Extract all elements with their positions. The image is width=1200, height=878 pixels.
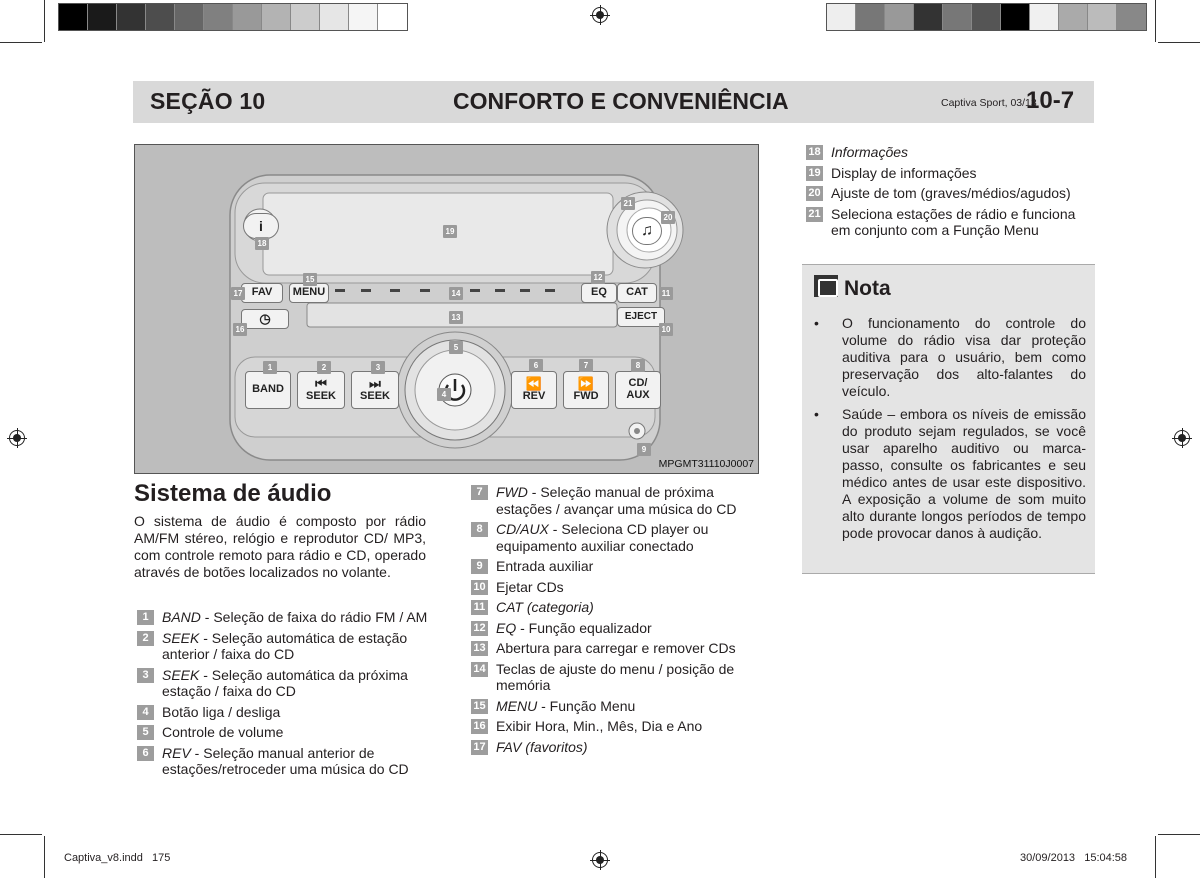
color-calibration-bar-right <box>826 3 1147 31</box>
note-bullet-text: embora os níveis de emissão do produto sejam regulados, se você usar aparelho auditivo ou marca-passo, consulte os fabricantes e seu médico antes de usar este dispositivo. A exposição a volume de som muito alto durante longos períodos de tempo pode provocar danos à audição. <box>842 406 1086 541</box>
color-swatch <box>1088 4 1117 30</box>
legend-item <box>134 630 434 663</box>
section-label: SEÇÃO 10 <box>150 88 266 114</box>
legend-number-badge: 2 <box>137 631 154 646</box>
legend-description: - Seleção de faixa do rádio FM / AM <box>200 609 428 625</box>
color-swatch <box>378 4 407 30</box>
callout-badge: 6 <box>529 359 543 372</box>
note-bullet-text: O funcionamento do controle do volume do rádio visa dar proteção auditiva para o usuário, bem como preservação dos alto-falantes do veículo. <box>842 315 1086 399</box>
legend-number-badge: 14 <box>471 662 488 677</box>
note-box <box>802 264 1095 574</box>
legend-item <box>134 609 434 626</box>
cd-aux-button: CD/ AUX <box>615 371 661 409</box>
callout-badge: 19 <box>443 225 457 238</box>
color-swatch <box>291 4 320 30</box>
callout-badge: 9 <box>637 443 651 456</box>
legend-term: CAT (categoria) <box>496 599 594 615</box>
fav-button: FAV <box>241 283 283 303</box>
legend-item <box>468 661 768 694</box>
legend-number-badge: 17 <box>471 740 488 755</box>
color-swatch <box>88 4 117 30</box>
rev-label: REV <box>522 390 546 403</box>
color-swatch <box>827 4 856 30</box>
registration-mark-icon <box>1172 428 1192 448</box>
color-swatch <box>914 4 943 30</box>
legend-number-badge: 11 <box>471 600 488 615</box>
legend-number-badge: 10 <box>471 580 488 595</box>
legend-description: - Seleciona CD player ou equipamento auxiliar conectado <box>496 521 709 554</box>
legend-number-badge: 13 <box>471 641 488 656</box>
note-bullets <box>814 315 1086 548</box>
seek-back-label: SEEK <box>306 390 336 403</box>
color-swatch <box>885 4 914 30</box>
color-swatch <box>204 4 233 30</box>
callout-badge: 21 <box>621 197 635 210</box>
callout-badge: 8 <box>631 359 645 372</box>
fwd-label: FWD <box>573 390 599 403</box>
callout-badge: 12 <box>591 271 605 284</box>
eject-button: EJECT <box>617 307 665 327</box>
legend-description: Botão liga / desliga <box>162 703 281 720</box>
legend-item <box>468 739 768 756</box>
legend-item <box>134 704 434 721</box>
color-swatch <box>1117 4 1146 30</box>
info-button: i <box>243 213 279 239</box>
note-bullet <box>814 406 1086 542</box>
seek-forward-label: SEEK <box>360 390 390 403</box>
legend-number-badge: 9 <box>471 559 488 574</box>
legend-description: Controle de volume <box>162 724 284 740</box>
page-header <box>133 81 1094 123</box>
legend-description: Teclas de ajuste do menu / posição de memória <box>496 660 735 693</box>
legend-number-badge: 12 <box>471 621 488 636</box>
crop-mark <box>1158 42 1200 43</box>
legend-term: EQ <box>496 619 517 636</box>
callout-badge: 4 <box>437 388 451 401</box>
color-swatch <box>943 4 972 30</box>
legend-item <box>803 144 1098 161</box>
color-swatch <box>233 4 262 30</box>
figure-code: MPGMT31110J0007 <box>658 458 754 470</box>
legend-description: - Seleção automática da próxima estação / faixa do CD <box>162 666 408 699</box>
page-number: 10-7 <box>1026 87 1075 114</box>
intro-paragraph: O sistema de áudio é composto por rádio AM/FM stéreo, relógio e reprodutor CD/ MP3, com controle remoto para rádio e CD, operado através de botões localizados no volante. <box>134 513 426 580</box>
legend-description: Exibir Hora, Min., Mês, Dia e Ano <box>496 718 703 734</box>
legend-item <box>468 599 768 616</box>
footer-file-info: Captiva_v8.indd 175 <box>64 852 171 864</box>
legend-description: Abertura para carregar e remover CDs <box>496 640 736 656</box>
legend-term: SEEK <box>162 666 200 683</box>
callout-badge: 15 <box>303 273 317 286</box>
menu-button: MENU <box>289 283 329 303</box>
color-calibration-bar-left <box>58 3 408 31</box>
legend-description: - Função Menu <box>537 697 636 714</box>
legend-term: SEEK <box>162 629 200 646</box>
legend-term: FWD <box>496 484 528 500</box>
callout-badge: 10 <box>659 323 673 336</box>
legend-number-badge: 8 <box>471 522 488 537</box>
legend-description: Seleciona estações de rádio e funciona em conjunto com a Função Menu <box>831 205 1076 238</box>
legend-item <box>468 579 768 596</box>
legend-term: REV <box>162 744 191 761</box>
legend-term: BAND <box>162 609 201 625</box>
color-swatch <box>1030 4 1059 30</box>
registration-mark-icon <box>590 5 610 25</box>
callout-badge: 11 <box>659 287 673 300</box>
legend-number-badge: 16 <box>471 719 488 734</box>
legend-number-badge: 6 <box>137 746 154 761</box>
book-reference: Captiva Sport, 03/13 <box>941 97 1037 109</box>
skip-back-icon: ⏮ <box>315 376 327 392</box>
crop-mark <box>1158 834 1200 835</box>
legend-number-badge: 18 <box>806 145 823 160</box>
page-title: CONFORTO E CONVENIÊNCIA <box>453 88 789 114</box>
legend-number-badge: 21 <box>806 207 823 222</box>
callout-badge: 17 <box>231 287 245 300</box>
crop-mark <box>1155 0 1156 42</box>
legend-description: Entrada auxiliar <box>496 558 594 574</box>
legend-number-badge: 20 <box>806 186 823 201</box>
legend-item <box>468 698 768 715</box>
callout-badge: 18 <box>255 237 269 250</box>
clock-button: ◷ <box>241 309 289 329</box>
color-swatch <box>59 4 88 30</box>
color-swatch <box>856 4 885 30</box>
legend-term: Informações <box>831 144 909 160</box>
legend-description: - Seleção automática de estação anterior / faixa do CD <box>162 629 408 662</box>
legend-number-badge: 3 <box>137 668 154 683</box>
legend-description: - Função equalizador <box>516 619 652 636</box>
callout-badge: 5 <box>449 341 463 354</box>
seek-forward-button <box>351 371 399 409</box>
color-swatch <box>1001 4 1030 30</box>
crop-mark <box>44 0 45 42</box>
crop-mark <box>44 836 45 878</box>
callout-badge: 7 <box>579 359 593 372</box>
registration-mark-icon <box>590 850 610 870</box>
callout-badge: 16 <box>233 323 247 336</box>
legend-item <box>468 484 768 517</box>
legend-description: - Seleção manual de próxima estações / avançar uma música do CD <box>496 484 737 517</box>
registration-mark-icon <box>7 428 27 448</box>
crop-mark <box>0 42 42 43</box>
color-swatch <box>349 4 378 30</box>
legend-list-column-1 <box>134 609 434 782</box>
seek-back-button <box>297 371 345 409</box>
section-heading: Sistema de áudio <box>134 480 332 507</box>
fast-forward-icon: ⏩ <box>577 376 595 392</box>
legend-term: MENU <box>496 697 538 714</box>
legend-item <box>803 185 1098 202</box>
callout-badge: 2 <box>317 361 331 374</box>
legend-number-badge: 4 <box>137 705 154 720</box>
legend-number-badge: 1 <box>137 610 154 625</box>
radio-faceplate-illustration <box>135 145 759 474</box>
legend-term: FAV (favoritos) <box>496 738 588 755</box>
legend-list-column-3 <box>803 144 1098 243</box>
callout-badge: 14 <box>449 287 463 300</box>
legend-number-badge: 19 <box>806 166 823 181</box>
callout-badge: 3 <box>371 361 385 374</box>
color-swatch <box>972 4 1001 30</box>
callout-badge: 1 <box>263 361 277 374</box>
legend-item <box>134 745 434 778</box>
legend-item <box>468 620 768 637</box>
legend-item <box>468 558 768 575</box>
skip-forward-icon: ⏭ <box>369 376 381 392</box>
legend-number-badge: 7 <box>471 485 488 500</box>
audio-system-figure <box>134 144 759 474</box>
legend-item <box>803 165 1098 182</box>
legend-item <box>468 640 768 657</box>
legend-number-badge: 15 <box>471 699 488 714</box>
rev-button <box>511 371 557 409</box>
color-swatch <box>262 4 291 30</box>
note-title: Nota <box>844 277 891 300</box>
legend-list-column-2 <box>468 484 768 759</box>
band-button: BAND <box>245 371 291 409</box>
legend-description: Ajuste de tom (graves/médios/agudos) <box>831 185 1071 201</box>
color-swatch <box>175 4 204 30</box>
color-swatch <box>1059 4 1088 30</box>
note-bullet <box>814 315 1086 400</box>
legend-term: CD/AUX <box>496 521 549 537</box>
music-note-icon: ♫ <box>632 217 662 245</box>
footer-timestamp: 30/09/2013 15:04:58 <box>1020 852 1128 864</box>
note-icon <box>814 275 838 297</box>
legend-description: Display de informações <box>831 164 977 181</box>
legend-description: - Seleção manual anterior de estações/retroceder uma música do CD <box>162 744 409 777</box>
crop-mark <box>1155 836 1156 878</box>
eq-button: EQ <box>581 283 617 303</box>
legend-item <box>134 667 434 700</box>
cat-button: CAT <box>617 283 657 303</box>
legend-item <box>468 521 768 554</box>
callout-badge: 13 <box>449 311 463 324</box>
callout-badge: 20 <box>661 211 675 224</box>
legend-description: Ejetar CDs <box>496 578 564 595</box>
fwd-button <box>563 371 609 409</box>
color-swatch <box>320 4 349 30</box>
legend-item <box>468 718 768 735</box>
rewind-icon: ⏪ <box>525 376 543 392</box>
color-swatch <box>146 4 175 30</box>
legend-item <box>803 206 1098 239</box>
legend-number-badge: 5 <box>137 725 154 740</box>
crop-mark <box>0 834 42 835</box>
note-bullet-lead: Saúde – <box>842 406 896 422</box>
legend-item <box>134 724 434 741</box>
color-swatch <box>117 4 146 30</box>
